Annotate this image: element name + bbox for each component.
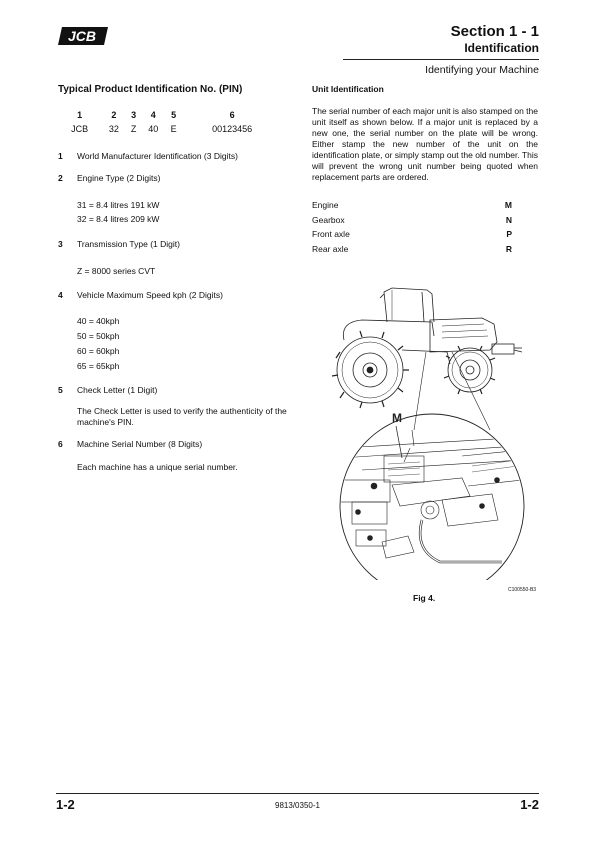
item-number: 6	[58, 439, 63, 449]
unit-row	[312, 242, 512, 257]
pin-example-values	[58, 122, 283, 136]
unit-name: Front axle	[312, 229, 350, 240]
speed-option-60: 60 = 60kph	[77, 346, 120, 356]
item-label: Engine Type (2 Digits)	[77, 173, 161, 183]
page-number-right: 1-2	[520, 797, 539, 812]
check-letter-description: The Check Letter is used to verify the authenticity of the machine's PIN.	[77, 406, 287, 427]
pin-col-4: 4	[150, 110, 156, 120]
section-topic: Identifying your Machine	[425, 64, 539, 76]
unit-row	[312, 227, 512, 242]
tractor-illustration	[332, 288, 522, 408]
speed-option-65: 65 = 65kph	[77, 361, 120, 371]
item-number: 3	[58, 239, 63, 249]
engine-callout-label: M	[392, 411, 402, 425]
unit-name: Rear axle	[312, 243, 349, 254]
engine-detail-illustration	[340, 414, 524, 580]
item-label: World Manufacturer Identification (3 Digits)	[77, 151, 238, 161]
unit-name: Gearbox	[312, 214, 345, 225]
tractor-identification-figure	[322, 280, 537, 580]
serial-number-description: Each machine has a unique serial number.	[77, 462, 238, 472]
pin-value-6: 00123456	[212, 124, 253, 134]
pin-value-5: E	[170, 124, 177, 134]
pin-col-1: 1	[77, 110, 83, 120]
section-title: Section 1 - 1	[450, 23, 539, 40]
page-number-left: 1-2	[56, 797, 75, 812]
item-label: Machine Serial Number (8 Digits)	[77, 439, 203, 449]
pin-col-3: 3	[131, 110, 137, 120]
item-label: Transmission Type (1 Digit)	[77, 239, 180, 249]
unit-row	[312, 213, 512, 228]
pin-value-1: JCB	[71, 124, 89, 134]
unit-row	[312, 198, 512, 213]
pin-column-numbers	[58, 108, 283, 122]
unit-code: P	[506, 229, 512, 240]
unit-code: R	[505, 243, 512, 254]
pin-table	[58, 108, 283, 136]
item-number: 5	[58, 385, 63, 395]
pin-value-2: 32	[108, 124, 119, 134]
header-divider	[343, 59, 539, 60]
unit-code-table	[312, 198, 512, 256]
pin-heading: Typical Product Identification No. (PIN)	[58, 84, 243, 95]
figure-caption: Fig 4.	[413, 593, 436, 603]
unit-identification-paragraph: The serial number of each major unit is also stamped on the unit itself as shown below. If a major unit is replaced by a new one, the serial number on the plate will be wrong. Either stamp the new number of the unit on the identification plate, or simply stamp out the old number. This will prevent the wrong unit number being quoted when replacement parts are ordered.	[312, 106, 538, 182]
pin-col-2: 2	[111, 110, 117, 120]
section-subtitle: Identification	[464, 41, 539, 55]
pin-value-3: Z	[130, 124, 137, 134]
unit-identification-heading: Unit Identification	[312, 84, 384, 94]
document-number: 9813/0350-1	[275, 801, 320, 810]
svg-text:JCB: JCB	[67, 28, 97, 44]
figure-code: C100550-B3	[508, 587, 537, 593]
item-number: 2	[58, 173, 63, 183]
item-number: 1	[58, 151, 63, 161]
jcb-logo	[58, 24, 110, 48]
unit-code: N	[505, 214, 512, 225]
pin-col-5: 5	[171, 110, 177, 120]
item-label: Vehicle Maximum Speed kph (2 Digits)	[77, 290, 223, 300]
detail-callout-lines	[414, 352, 490, 430]
item-number: 4	[58, 290, 63, 300]
speed-option-50: 50 = 50kph	[77, 331, 120, 341]
transmission-option-z: Z = 8000 series CVT	[77, 266, 156, 276]
unit-name: Engine	[312, 200, 339, 211]
engine-option-31: 31 = 8.4 litres 191 kW	[77, 200, 160, 210]
pin-col-6: 6	[229, 110, 235, 120]
speed-option-40: 40 = 40kph	[77, 316, 120, 326]
footer-divider	[56, 793, 539, 794]
pin-value-4: 40	[148, 124, 159, 134]
engine-option-32: 32 = 8.4 litres 209 kW	[77, 214, 160, 224]
item-label: Check Letter (1 Digit)	[77, 385, 158, 395]
unit-code: M	[504, 200, 512, 211]
